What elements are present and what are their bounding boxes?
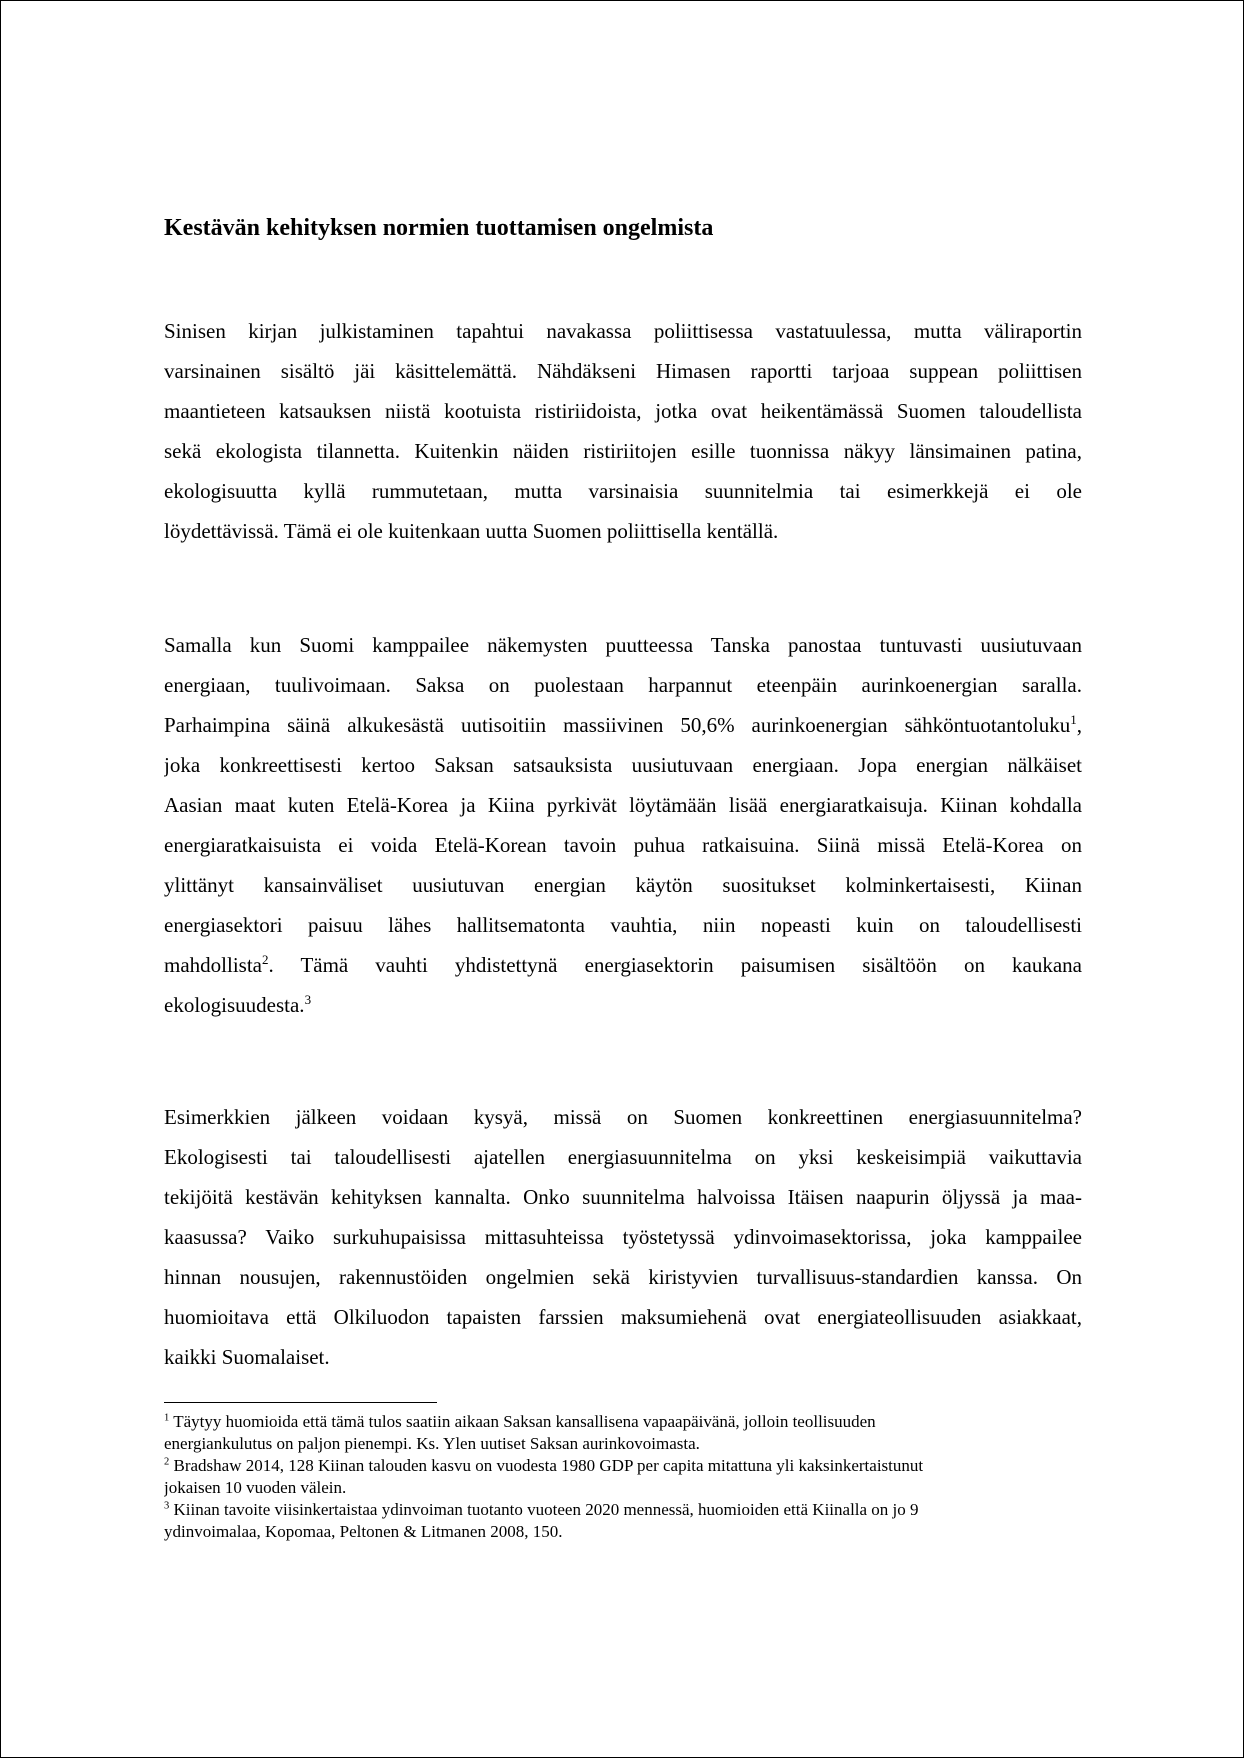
text-line — [164, 1137, 1082, 1177]
text-line — [164, 905, 1082, 945]
line-text: sekä ekologista tilannetta. Kuitenkin näiden ristiriitojen esille tuonnissa näkyy länsimainen patina, — [164, 439, 1082, 463]
footnote-line — [164, 1455, 1082, 1477]
line-text: joka konkreettisesti kertoo Saksan satsauksista uusiutuvaan energiaan. Jopa energian nälkäiset — [164, 753, 1082, 777]
line-text: ekologisuudesta. — [164, 993, 305, 1017]
line-text: Esimerkkien jälkeen voidaan kysyä, missä on Suomen konkreettinen energiasuunnitelma? — [164, 1105, 1082, 1129]
line-text: löydettävissä. Tämä ei ole kuitenkaan uutta Suomen poliittisella kentällä. — [164, 519, 779, 543]
line-text: tekijöitä kestävän kehityksen kannalta. Onko suunnitelma halvoissa Itäisen naapurin öljyssä ja maa- — [164, 1185, 1082, 1209]
footnote-line — [164, 1521, 1082, 1543]
footnote-number: 1 — [164, 1412, 170, 1424]
text-line — [164, 745, 1082, 785]
footnote-text: Bradshaw 2014, 128 Kiinan talouden kasvu on vuodesta 1980 GDP per capita mitattuna yli kaksinkertaistunut — [169, 1456, 924, 1475]
text-line — [164, 1097, 1082, 1137]
line-text: huomioitava että Olkiluodon tapaisten farssien maksumiehenä ovat energiateollisuuden asiakkaat, — [164, 1305, 1082, 1329]
line-text: ekologisuutta kyllä rummutetaan, mutta varsinaisia suunnitelmia tai esimerkkejä ei ole — [164, 479, 1082, 503]
text-line — [164, 431, 1082, 471]
line-text: varsinainen sisältö jäi käsittelemättä. Nähdäkseni Himasen raportti tarjoaa suppean poliittisen — [164, 359, 1082, 383]
line-text: maantieteen katsauksen niistä kootuista ristiriidoista, jotka ovat heikentämässä Suomen taloudellista — [164, 399, 1082, 423]
line-text: Ekologisesti tai taloudellisesti ajatellen energiasuunnitelma on yksi keskeisimpiä vaikuttavia — [164, 1145, 1082, 1169]
line-text: ylittänyt kansainväliset uusiutuvan energian käytön suositukset kolminkertaisesti, Kiinan — [164, 873, 1082, 897]
line-text: Samalla kun Suomi kamppailee näkemysten puutteessa Tanska panostaa tuntuvasti uusiutuvaan — [164, 633, 1082, 657]
footnote-number: 2 — [164, 1456, 170, 1468]
footnotes — [164, 1411, 1082, 1543]
footnote-text: ydinvoimalaa, Kopomaa, Peltonen & Litmanen 2008, 150. — [164, 1522, 563, 1541]
text-line — [164, 1177, 1082, 1217]
footnote-line — [164, 1477, 1082, 1499]
text-line — [164, 1297, 1082, 1337]
text-line — [164, 391, 1082, 431]
line-text: energiasektori paisuu lähes hallitsematonta vauhtia, niin nopeasti kuin on taloudellisesti — [164, 913, 1082, 937]
line-text-continued: . Tämä vauhti yhdistettynä energiasektorin paisumisen sisältöön on kaukana — [268, 953, 1082, 977]
line-text: Sinisen kirjan julkistaminen tapahtui navakassa poliittisessa vastatuulessa, mutta väliraportin — [164, 319, 1082, 343]
line-text-continued: , — [1076, 713, 1082, 737]
footnote-separator — [164, 1402, 437, 1403]
line-text: energiaan, tuulivoimaan. Saksa on puolestaan harpannut eteenpäin aurinkoenergian saralla. — [164, 673, 1082, 697]
text-line — [164, 625, 1082, 665]
page-title: Kestävän kehityksen normien tuottamisen ongelmista — [164, 215, 714, 241]
footnote-reference: 3 — [304, 992, 312, 1007]
footnote-line — [164, 1433, 1082, 1455]
footnote — [164, 1411, 1082, 1455]
paragraph-1 — [164, 311, 1082, 551]
footnote-reference: 1 — [1070, 712, 1077, 727]
line-text: Parhaimpina säinä alkukesästä uutisoitiin massiivinen 50,6% aurinkoenergian sähköntuotantoluku — [164, 713, 1071, 737]
text-line — [164, 985, 1082, 1025]
text-line — [164, 865, 1082, 905]
line-text: kaikki Suomalaiset. — [164, 1345, 330, 1369]
text-line — [164, 825, 1082, 865]
footnote-text: Täytyy huomioida että tämä tulos saatiin aikaan Saksan kansallisena vapaapäivänä, jolloin teollisuuden — [169, 1412, 876, 1431]
text-line — [164, 511, 1082, 551]
text-line — [164, 1337, 1082, 1377]
line-text: Aasian maat kuten Etelä-Korea ja Kiina pyrkivät löytämään lisää energiaratkaisuja. Kiinan kohdalla — [164, 793, 1082, 817]
text-line — [164, 471, 1082, 511]
footnote-text: jokaisen 10 vuoden välein. — [164, 1478, 347, 1497]
text-line — [164, 1217, 1082, 1257]
text-line — [164, 311, 1082, 351]
text-line — [164, 665, 1082, 705]
footnote-number: 3 — [164, 1500, 170, 1512]
text-line — [164, 785, 1082, 825]
footnote — [164, 1455, 1082, 1499]
text-line — [164, 351, 1082, 391]
footnote-line — [164, 1411, 1082, 1433]
paragraph-3 — [164, 1097, 1082, 1377]
paragraph-2 — [164, 625, 1082, 1025]
text-line — [164, 945, 1082, 985]
footnote-text: Kiinan tavoite viisinkertaistaa ydinvoiman tuotanto vuoteen 2020 mennessä, huomioiden että Kiinalla on jo 9 — [169, 1500, 919, 1519]
footnote-text: energiankulutus on paljon pienempi. Ks. Ylen uutiset Saksan aurinkovoimasta. — [164, 1434, 700, 1453]
footnote-reference: 2 — [262, 952, 269, 967]
line-text: kaasussa? Vaiko surkuhupaisissa mittasuhteissa työstetyssä ydinvoimasektorissa, joka kamppailee — [164, 1225, 1082, 1249]
text-line — [164, 705, 1082, 745]
line-text: energiaratkaisuista ei voida Etelä-Korean tavoin puhua ratkaisuina. Siinä missä Etelä-Korea on — [164, 833, 1082, 857]
line-text: hinnan nousujen, rakennustöiden ongelmien sekä kiristyvien turvallisuus-standardien kanssa. On — [164, 1265, 1082, 1289]
text-line — [164, 1257, 1082, 1297]
footnote-line — [164, 1499, 1082, 1521]
footnote — [164, 1499, 1082, 1543]
line-text: mahdollista — [164, 953, 262, 977]
